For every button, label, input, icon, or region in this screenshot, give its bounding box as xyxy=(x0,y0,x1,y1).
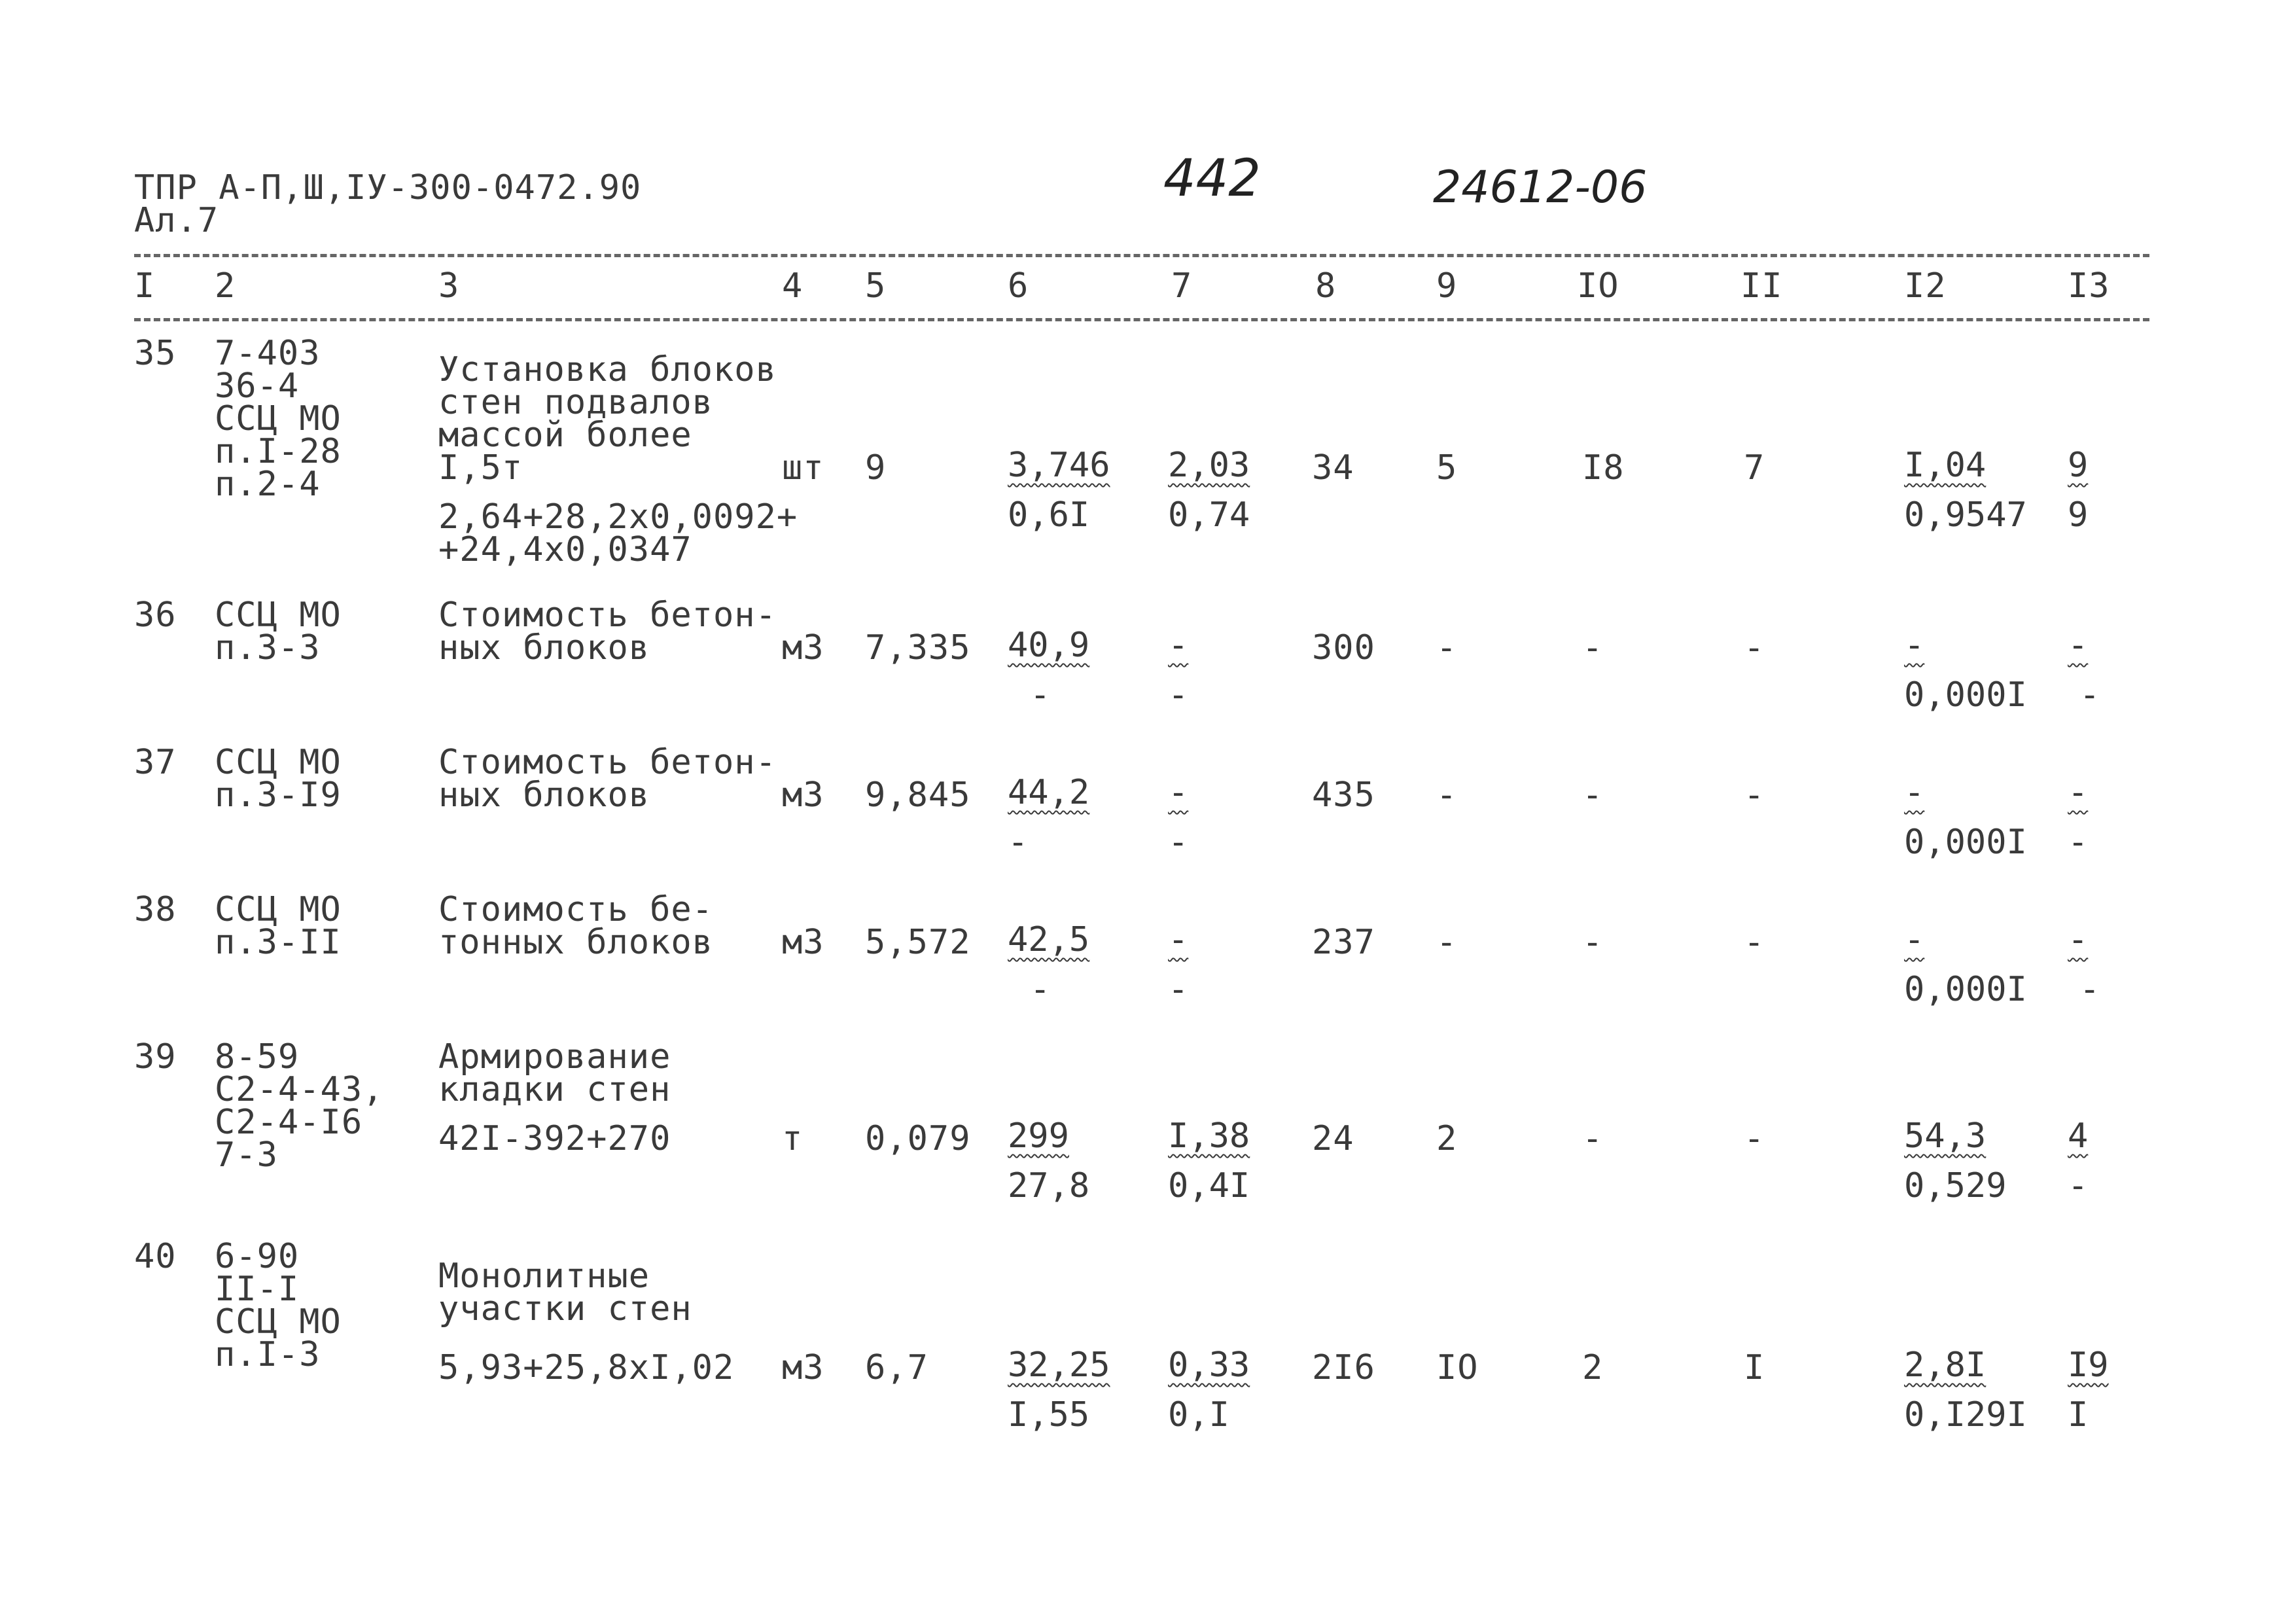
row-formula: 5,93+25,8xI,02 xyxy=(438,1348,735,1387)
fraction-top: - xyxy=(1168,773,1189,812)
fraction-top: - xyxy=(2068,920,2089,959)
row-number: 38 xyxy=(134,890,177,929)
header-bottom-rule xyxy=(134,318,2149,321)
row-value: - xyxy=(1436,923,1458,962)
row-value: I8 xyxy=(1582,448,1625,488)
row-unit: м3 xyxy=(782,923,824,962)
row-value: - xyxy=(1744,776,1765,815)
row-code: 7-403 xyxy=(215,334,321,373)
fraction-bottom: 0,4I xyxy=(1168,1166,1250,1205)
fraction-bottom: 0,74 xyxy=(1168,495,1250,535)
row-number: 37 xyxy=(134,743,177,782)
row-formula: 42I-392+270 xyxy=(438,1119,671,1158)
row-formula: 2,64+28,2x0,0092+ xyxy=(438,497,798,537)
cost-fraction xyxy=(2068,772,2088,863)
row-description: Монолитные xyxy=(438,1257,650,1296)
column-header: 5 xyxy=(865,266,887,306)
album-label: Ал.7 xyxy=(134,201,219,240)
row-unit: м3 xyxy=(782,628,824,668)
row-description: тонных блоков xyxy=(438,923,713,962)
row-value: 24 xyxy=(1312,1119,1354,1158)
cost-fraction xyxy=(1008,919,1089,1010)
header-top-rule xyxy=(134,254,2149,257)
fraction-bottom: 0,I xyxy=(1168,1395,1229,1435)
cost-fraction xyxy=(2068,445,2088,535)
row-value: I xyxy=(1744,1348,1765,1387)
row-value: - xyxy=(1582,923,1604,962)
cost-fraction xyxy=(1008,445,1110,535)
row-formula: +24,4x0,0347 xyxy=(438,530,692,569)
fraction-bottom: - xyxy=(2068,1166,2089,1205)
row-value: - xyxy=(1582,776,1604,815)
row-value: - xyxy=(1582,628,1604,668)
row-code: ССЦ МО xyxy=(215,596,342,635)
row-code: 6-90 xyxy=(215,1237,300,1276)
fraction-top: I,04 xyxy=(1904,446,1987,485)
fraction-bottom: 0,000I xyxy=(1904,970,2027,1009)
cost-fraction xyxy=(1904,919,2027,1010)
cost-fraction xyxy=(1008,772,1089,863)
row-code: ССЦ МО xyxy=(215,1302,342,1342)
fraction-top: - xyxy=(1168,920,1189,959)
row-value: - xyxy=(1582,1119,1604,1158)
column-header: 4 xyxy=(782,266,804,306)
row-code: II-I xyxy=(215,1270,300,1309)
row-quantity: 9 xyxy=(865,448,887,488)
fraction-top: 9 xyxy=(2068,446,2089,485)
inventory-number: 24612-06 xyxy=(1433,162,1648,213)
fraction-top: - xyxy=(1168,626,1189,665)
row-number: 36 xyxy=(134,596,177,635)
fraction-bottom: 0,9547 xyxy=(1904,495,2027,535)
fraction-top: 4 xyxy=(2068,1116,2089,1156)
row-code: 8-59 xyxy=(215,1037,300,1077)
row-quantity: 6,7 xyxy=(865,1348,928,1387)
cost-fraction xyxy=(1904,445,2027,535)
page-number: 442 xyxy=(1163,149,1261,208)
fraction-bottom: - xyxy=(1008,823,1029,862)
fraction-top: 44,2 xyxy=(1008,773,1090,812)
row-code: ССЦ МО xyxy=(215,743,342,782)
row-value: - xyxy=(1436,628,1458,668)
cost-fraction xyxy=(1168,772,1188,863)
row-value: 2 xyxy=(1582,1348,1604,1387)
fraction-bottom: 0,6I xyxy=(1008,495,1090,535)
cost-fraction xyxy=(1008,1116,1089,1206)
row-description: участки стен xyxy=(438,1289,692,1329)
row-code: С2-4-43, xyxy=(215,1070,384,1109)
row-value: 300 xyxy=(1312,628,1375,668)
fraction-top: I9 xyxy=(2068,1346,2109,1385)
row-description: кладки стен xyxy=(438,1070,671,1109)
row-unit: м3 xyxy=(782,1348,824,1387)
row-code: п.2-4 xyxy=(215,465,321,504)
row-description: ных блоков xyxy=(438,776,650,815)
row-value: - xyxy=(1744,1119,1765,1158)
row-value: - xyxy=(1436,776,1458,815)
fraction-top: 2,8I xyxy=(1904,1346,1987,1385)
fraction-top: 2,03 xyxy=(1168,446,1250,485)
column-header: 2 xyxy=(215,266,236,306)
row-quantity: 0,079 xyxy=(865,1119,971,1158)
row-description: Стоимость бе- xyxy=(438,890,713,929)
fraction-top: - xyxy=(2068,626,2089,665)
row-code: ССЦ МО xyxy=(215,399,342,438)
cost-fraction xyxy=(1168,1116,1250,1206)
row-description: массой более xyxy=(438,416,692,455)
fraction-bottom: - xyxy=(1168,675,1189,715)
column-header: 9 xyxy=(1436,266,1458,306)
row-value: 237 xyxy=(1312,923,1375,962)
document-code: ТПР А-П,Ш,IУ-300-0472.90 xyxy=(134,168,642,207)
row-number: 40 xyxy=(134,1237,177,1276)
row-value: 34 xyxy=(1312,448,1354,488)
row-value: 5 xyxy=(1436,448,1458,488)
fraction-top: - xyxy=(1904,773,1925,812)
row-value: - xyxy=(1744,628,1765,668)
cost-fraction xyxy=(1904,625,2027,715)
fraction-bottom: I xyxy=(2068,1395,2089,1435)
row-code: п.3-3 xyxy=(215,628,321,668)
fraction-top: 3,746 xyxy=(1008,446,1110,485)
fraction-top: - xyxy=(1904,626,1925,665)
column-header: 6 xyxy=(1008,266,1029,306)
cost-fraction xyxy=(1904,1116,2007,1206)
row-value: 2 xyxy=(1436,1119,1458,1158)
fraction-bottom: - xyxy=(2068,823,2089,862)
cost-fraction xyxy=(1008,1345,1110,1435)
fraction-bottom: 9 xyxy=(2068,495,2089,535)
column-header: 8 xyxy=(1315,266,1337,306)
cost-fraction xyxy=(2068,919,2100,1010)
fraction-top: 42,5 xyxy=(1008,920,1090,959)
fraction-top: 299 xyxy=(1008,1116,1069,1156)
row-code: 36-4 xyxy=(215,366,300,406)
fraction-bottom: - xyxy=(1030,970,1051,1009)
cost-fraction xyxy=(1008,625,1089,715)
row-quantity: 5,572 xyxy=(865,923,971,962)
row-description: Армирование xyxy=(438,1037,671,1077)
fraction-top: 32,25 xyxy=(1008,1346,1110,1385)
cost-fraction xyxy=(2068,1116,2088,1206)
fraction-bottom: 0,000I xyxy=(1904,675,2027,715)
fraction-top: I,38 xyxy=(1168,1116,1250,1156)
fraction-bottom: 0,529 xyxy=(1904,1166,2007,1205)
row-code: п.I-28 xyxy=(215,432,342,471)
row-code: 7-3 xyxy=(215,1135,278,1175)
fraction-top: 54,3 xyxy=(1904,1116,1987,1156)
column-header: 7 xyxy=(1171,266,1193,306)
cost-fraction xyxy=(2068,625,2100,715)
row-description: Установка блоков xyxy=(438,350,777,389)
fraction-bottom: - xyxy=(1168,970,1189,1009)
row-quantity: 9,845 xyxy=(865,776,971,815)
fraction-bottom: - xyxy=(2079,970,2100,1009)
cost-fraction xyxy=(1904,772,2027,863)
column-header: I2 xyxy=(1904,266,1947,306)
column-header: II xyxy=(1740,266,1783,306)
row-code: ССЦ МО xyxy=(215,890,342,929)
row-unit: т xyxy=(782,1119,804,1158)
fraction-bottom: - xyxy=(1030,675,1051,715)
cost-fraction xyxy=(1168,625,1188,715)
row-description: I,5т xyxy=(438,448,523,488)
column-header: 3 xyxy=(438,266,460,306)
row-value: - xyxy=(1744,923,1765,962)
row-description: Стоимость бетон- xyxy=(438,596,777,635)
fraction-top: 0,33 xyxy=(1168,1346,1250,1385)
cost-fraction xyxy=(1168,1345,1250,1435)
fraction-bottom: 0,I29I xyxy=(1904,1395,2027,1435)
row-quantity: 7,335 xyxy=(865,628,971,668)
fraction-bottom: I,55 xyxy=(1008,1395,1090,1435)
fraction-bottom: 27,8 xyxy=(1008,1166,1090,1205)
fraction-bottom: 0,000I xyxy=(1904,823,2027,862)
row-description: Стоимость бетон- xyxy=(438,743,777,782)
column-header: I3 xyxy=(2068,266,2110,306)
row-code: п.3-II xyxy=(215,923,342,962)
cost-fraction xyxy=(2068,1345,2109,1435)
fraction-top: - xyxy=(2068,773,2089,812)
cost-fraction xyxy=(1168,919,1188,1010)
fraction-top: - xyxy=(1904,920,1925,959)
fraction-bottom: - xyxy=(1168,823,1189,862)
row-code: С2-4-I6 xyxy=(215,1103,363,1142)
row-number: 35 xyxy=(134,334,177,373)
cost-fraction xyxy=(1904,1345,2027,1435)
row-number: 39 xyxy=(134,1037,177,1077)
row-code: п.I-3 xyxy=(215,1335,321,1374)
row-description: ных блоков xyxy=(438,628,650,668)
fraction-bottom: - xyxy=(2079,675,2100,715)
row-value: 2I6 xyxy=(1312,1348,1375,1387)
row-code: п.3-I9 xyxy=(215,776,342,815)
row-description: стен подвалов xyxy=(438,383,713,422)
row-unit: шт xyxy=(782,448,824,488)
row-value: 435 xyxy=(1312,776,1375,815)
column-header: IO xyxy=(1577,266,1619,306)
row-value: IO xyxy=(1436,1348,1479,1387)
row-unit: м3 xyxy=(782,776,824,815)
row-value: 7 xyxy=(1744,448,1765,488)
column-header: I xyxy=(134,266,156,306)
cost-fraction xyxy=(1168,445,1250,535)
fraction-top: 40,9 xyxy=(1008,626,1090,665)
